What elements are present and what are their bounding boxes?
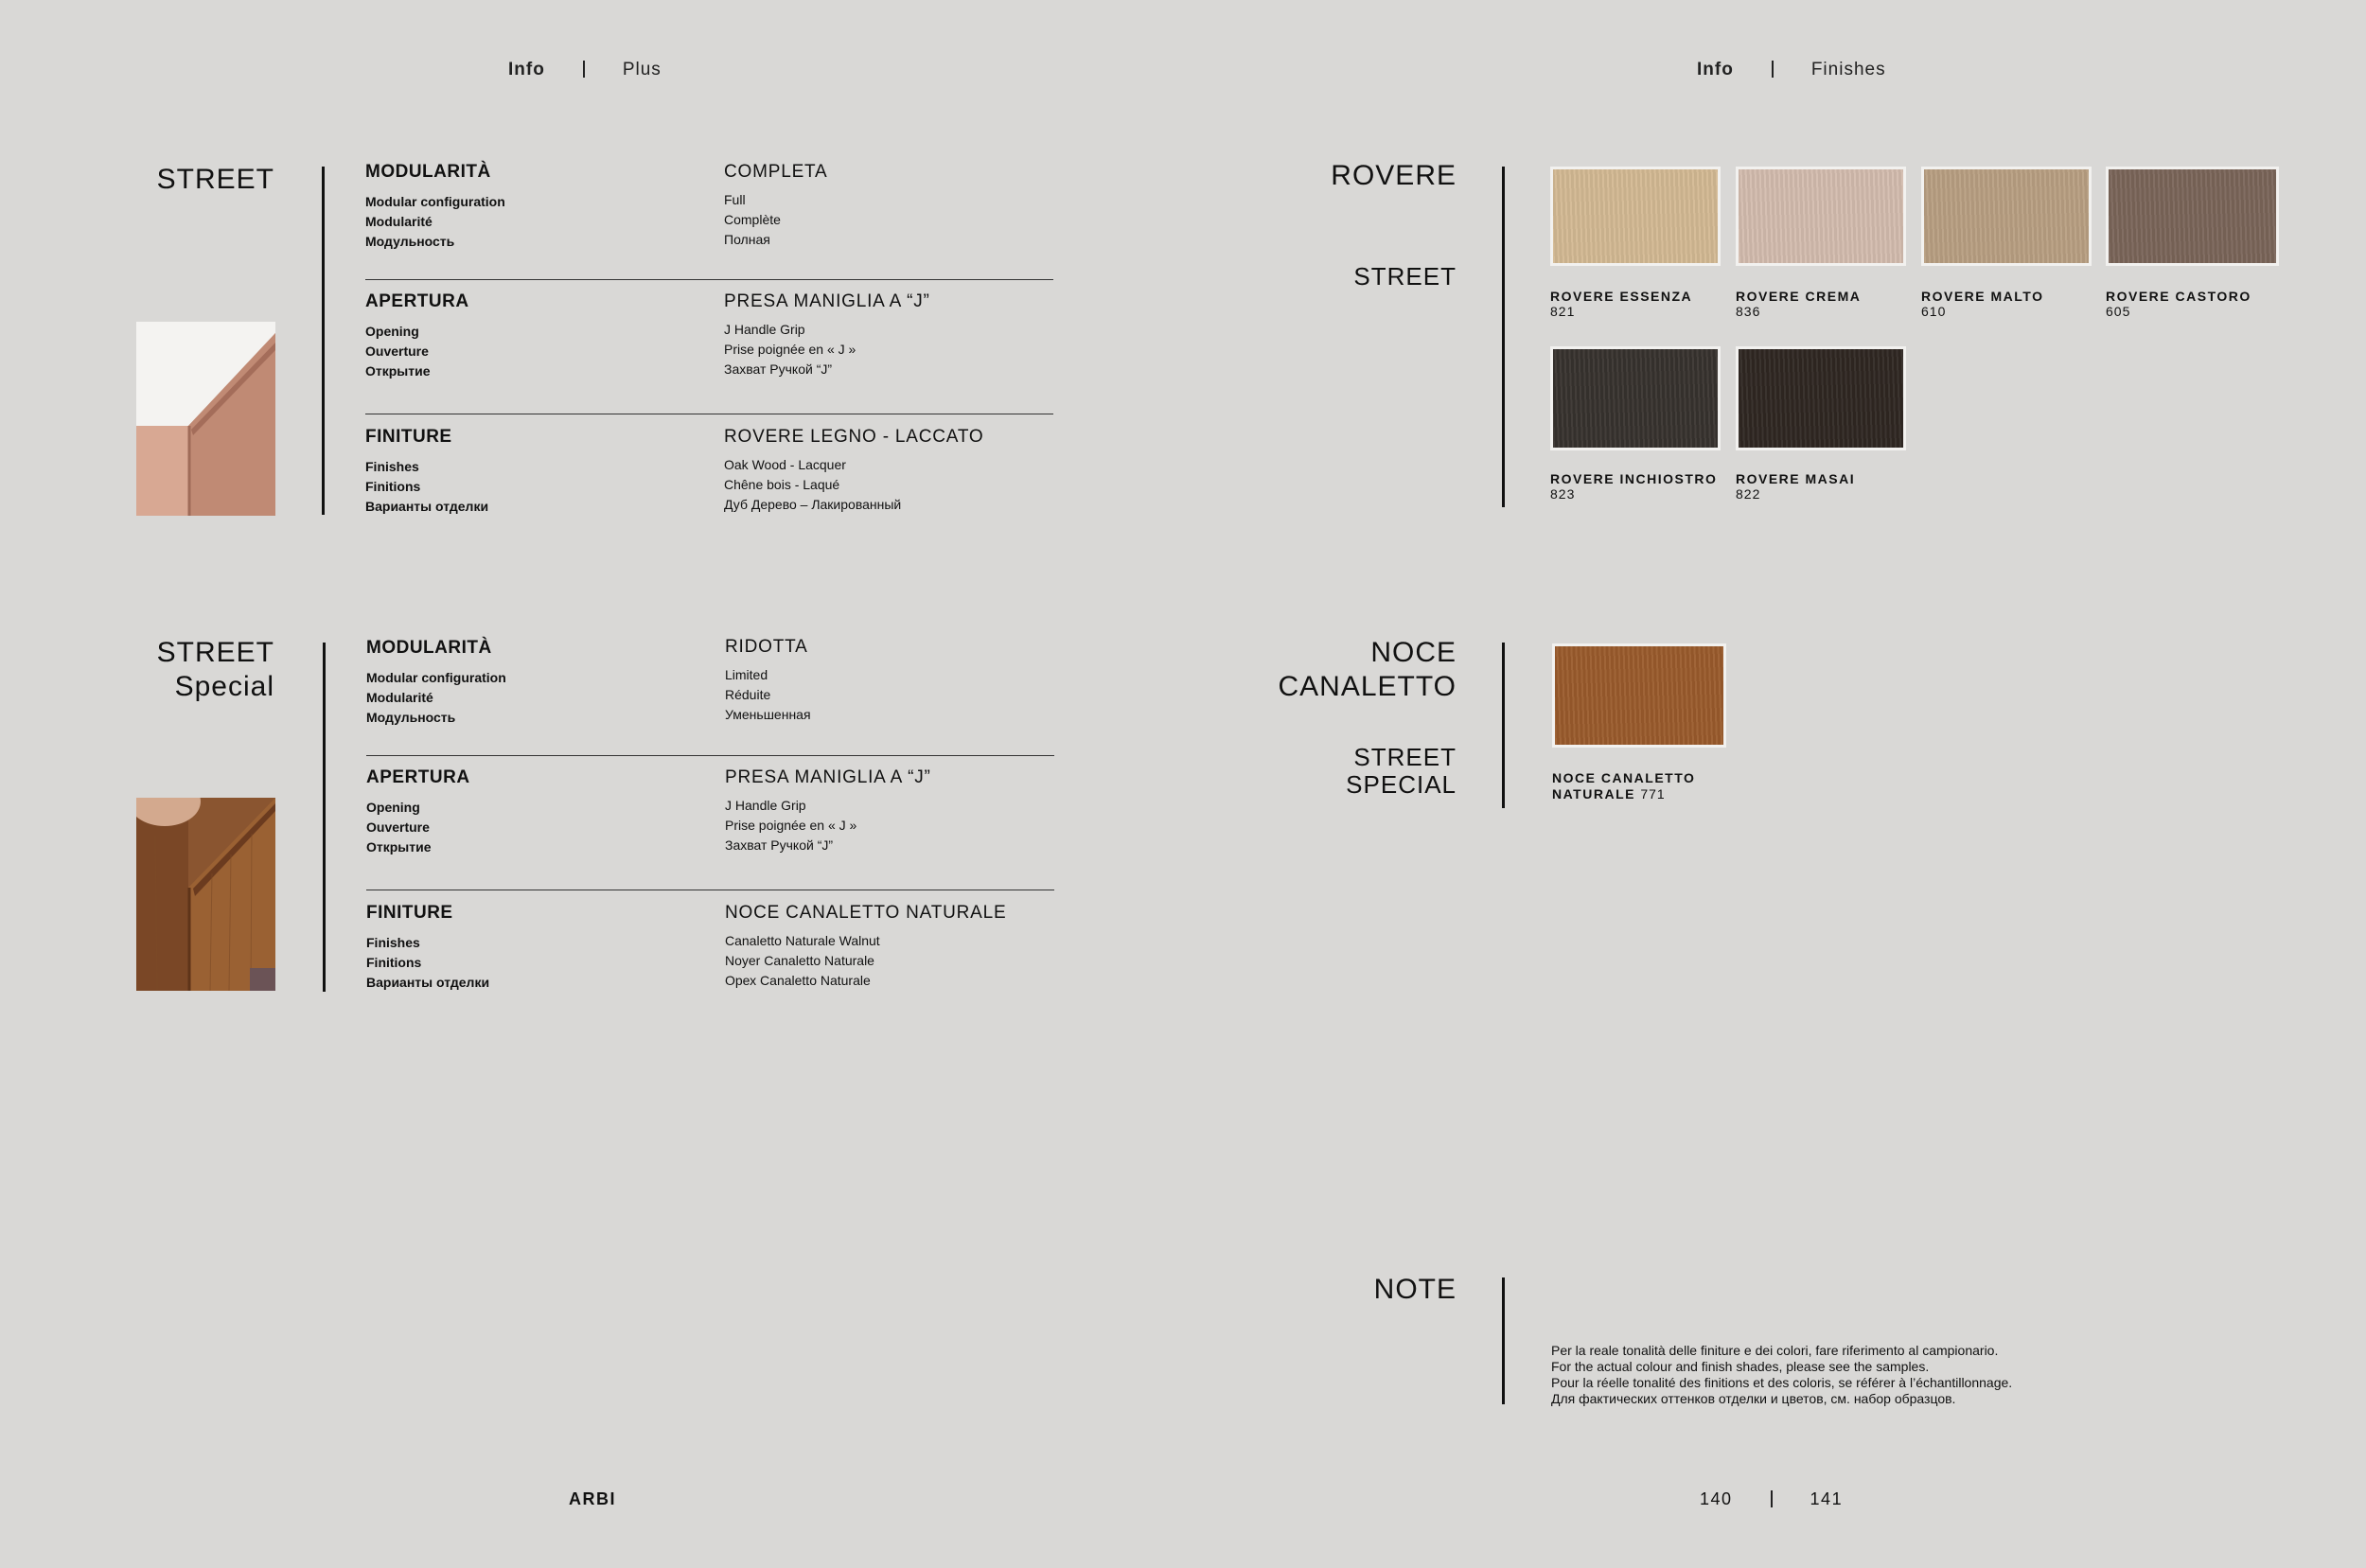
sub-label-ru: Модульность [365, 234, 455, 249]
row-label: MODULARITÀ [365, 162, 491, 182]
street-finiture-block [365, 427, 488, 517]
swatch-code: 836 [1736, 304, 1761, 319]
row-sub-values [725, 665, 811, 725]
row-sub-labels [365, 322, 469, 381]
sub-label-en: Opening [365, 324, 419, 339]
sub-label-ru: Модульность [366, 710, 456, 725]
sub-value-fr: Réduite [725, 687, 771, 702]
street-apertura-value [724, 291, 930, 379]
street-special-modularita-block [366, 638, 506, 728]
swatch-name: ROVERE ESSENZA [1550, 289, 1693, 304]
sub-value-ru: Захват Ручкой “J” [725, 837, 834, 853]
title-line: NOCE [1370, 637, 1457, 668]
finish-swatch [1921, 167, 2092, 266]
subtitle-line: SPECIAL [1346, 770, 1457, 800]
swatch-rovere-masai [1736, 346, 1906, 502]
swatch-noce-canaletto-naturale [1552, 643, 1726, 802]
note-line-en: For the actual colour and finish shades, please see the samples. [1551, 1359, 1930, 1374]
sub-value-ru: Захват Ручкой “J” [724, 361, 833, 377]
sub-value-en: Canaletto Naturale Walnut [725, 933, 880, 948]
header-info-label: Info [1697, 60, 1734, 79]
sub-label-fr: Finitions [365, 479, 421, 494]
brand-footer: ARBI [569, 1489, 616, 1508]
row-value: RIDOTTA [725, 637, 808, 657]
rovere-vertical-rule [1502, 167, 1505, 507]
sub-label-en: Modular configuration [365, 194, 505, 209]
swatch-rovere-malto [1921, 167, 2092, 319]
street-special-title [157, 636, 274, 704]
row-sub-values [724, 190, 828, 250]
swatch-name: ROVERE INCHIOSTRO [1550, 471, 1718, 486]
row-label: MODULARITÀ [366, 638, 492, 658]
swatch-name: ROVERE MALTO [1921, 289, 2044, 304]
street-special-modularita-value [725, 637, 811, 725]
sub-label-fr: Ouverture [365, 344, 429, 359]
swatch-name-line: NOCE CANALETTO [1552, 770, 1696, 785]
sub-label-fr: Finitions [366, 955, 422, 970]
row-sub-values [725, 931, 1006, 991]
subtitle-line: STREET [1353, 743, 1457, 771]
header-separator [1772, 61, 1774, 78]
sub-label-en: Opening [366, 800, 420, 815]
header-right [1697, 60, 1886, 80]
row-sub-labels [365, 457, 488, 517]
street-modularita-block [365, 162, 505, 252]
page-number-right: 141 [1810, 1489, 1844, 1508]
row-sub-labels [366, 798, 470, 857]
title-line: STREET [156, 637, 274, 668]
swatch-code: 605 [2106, 304, 2131, 319]
header-section-label: Plus [622, 60, 662, 79]
swatch-rovere-inchiostro [1550, 346, 1721, 502]
street-product-photo [136, 322, 275, 516]
row-value: NOCE CANALETTO NATURALE [725, 903, 1007, 923]
swatch-rovere-crema [1736, 167, 1906, 319]
noce-vertical-rule [1502, 643, 1505, 808]
finish-swatch [1736, 167, 1906, 266]
swatch-code: 610 [1921, 304, 1947, 319]
sub-label-fr: Ouverture [366, 819, 430, 835]
row-sub-values [725, 796, 931, 855]
header-left [508, 60, 662, 80]
finish-swatch [2106, 167, 2279, 266]
swatch-rovere-castoro [2106, 167, 2279, 319]
finish-swatch [1552, 643, 1726, 748]
swatch-code: 823 [1550, 486, 1576, 502]
row-label: FINITURE [365, 427, 452, 447]
note-text [1551, 1343, 2012, 1407]
sub-value-fr: Noyer Canaletto Naturale [725, 953, 874, 968]
title-line: Special [174, 671, 274, 702]
sub-value-fr: Chêne bois - Laqué [724, 477, 840, 492]
swatch-code: 822 [1736, 486, 1761, 502]
finish-swatch [1550, 346, 1721, 450]
row-sub-labels [365, 192, 505, 252]
header-separator [583, 61, 585, 78]
sub-label-ru: Открытие [366, 839, 432, 854]
street-special-apertura-block [366, 767, 470, 857]
noce-subtitle [1346, 744, 1457, 799]
sub-value-ru: Орех Canaletto Naturale [725, 973, 871, 988]
rovere-title: ROVERE [1331, 160, 1457, 191]
note-vertical-rule [1502, 1277, 1505, 1404]
sub-value-en: J Handle Grip [725, 798, 806, 813]
sub-value-en: Limited [725, 667, 768, 682]
swatch-code: 771 [1640, 786, 1666, 802]
row-sub-values [724, 455, 984, 515]
street-vertical-rule [322, 167, 325, 515]
rovere-subtitle: STREET [1353, 262, 1457, 291]
street-title: STREET [156, 164, 274, 195]
finish-swatch [1550, 167, 1721, 266]
sub-value-ru: Дуб Дерево – Лакированный [724, 497, 902, 512]
sub-label-en: Finishes [365, 459, 419, 474]
row-value: ROVERE LEGNO - LACCATO [724, 427, 984, 447]
row-label: APERTURA [365, 291, 469, 311]
sub-value-fr: Complète [724, 212, 781, 227]
note-line-ru: Для фактических оттенков отделки и цветов, см. набор образцов. [1551, 1391, 1956, 1406]
swatch-name: ROVERE CREMA [1736, 289, 1862, 304]
note-line-fr: Pour la réelle tonalité des finitions et des coloris, se référer à l’échantillonnage. [1551, 1375, 2013, 1390]
title-line: CANALETTO [1278, 671, 1457, 702]
row-value: COMPLETA [724, 162, 828, 182]
row-divider [366, 755, 1054, 756]
sub-label-fr: Modularité [365, 214, 433, 229]
street-apertura-block [365, 291, 469, 381]
sub-label-fr: Modularité [366, 690, 433, 705]
page-numbers [1700, 1489, 1843, 1509]
noce-title [1279, 636, 1457, 704]
swatch-name: ROVERE MASAI [1736, 471, 1856, 486]
sub-value-en: J Handle Grip [724, 322, 805, 337]
sub-label-ru: Варианты отделки [365, 499, 489, 514]
note-title: NOTE [1373, 1274, 1457, 1305]
row-value: PRESA MANIGLIA A “J” [724, 291, 930, 311]
sub-value-fr: Prise poignée en « J » [724, 342, 856, 357]
row-value: PRESA MANIGLIA A “J” [725, 767, 931, 787]
street-special-apertura-value [725, 767, 931, 855]
header-section-label: Finishes [1810, 60, 1886, 79]
sub-value-en: Full [724, 192, 746, 207]
sub-label-ru: Открытие [365, 363, 431, 379]
street-special-product-photo [136, 798, 275, 991]
swatch-name-text: NATURALE [1552, 786, 1635, 802]
note-line-it: Per la reale tonalità delle finiture e dei colori, fare riferimento al campionario. [1551, 1343, 1999, 1358]
sub-value-en: Oak Wood - Lacquer [724, 457, 846, 472]
row-sub-labels [366, 668, 506, 728]
street-special-finiture-block [366, 903, 489, 993]
swatch-name-line [1552, 786, 1726, 802]
sub-label-en: Modular configuration [366, 670, 506, 685]
sub-label-ru: Варианты отделки [366, 975, 490, 990]
street-special-vertical-rule [323, 643, 326, 992]
row-label: FINITURE [366, 903, 453, 923]
swatch-code: 821 [1550, 304, 1576, 319]
swatch-rovere-essenza [1550, 167, 1721, 319]
sub-value-fr: Prise poignée en « J » [725, 818, 857, 833]
row-label: APERTURA [366, 767, 470, 787]
swatch-name [1552, 770, 1726, 802]
row-sub-labels [366, 933, 489, 993]
street-special-finiture-value [725, 903, 1006, 991]
page-number-left: 140 [1700, 1489, 1733, 1508]
row-divider [365, 279, 1053, 280]
sub-value-ru: Полная [724, 232, 770, 247]
swatch-name: ROVERE CASTORO [2106, 289, 2251, 304]
finish-swatch [1736, 346, 1906, 450]
header-info-label: Info [508, 60, 545, 79]
sub-label-en: Finishes [366, 935, 420, 950]
sub-value-ru: Уменьшенная [725, 707, 811, 722]
page-number-separator [1771, 1490, 1773, 1507]
street-modularita-value [724, 162, 828, 250]
row-sub-values [724, 320, 930, 379]
street-finiture-value [724, 427, 984, 515]
